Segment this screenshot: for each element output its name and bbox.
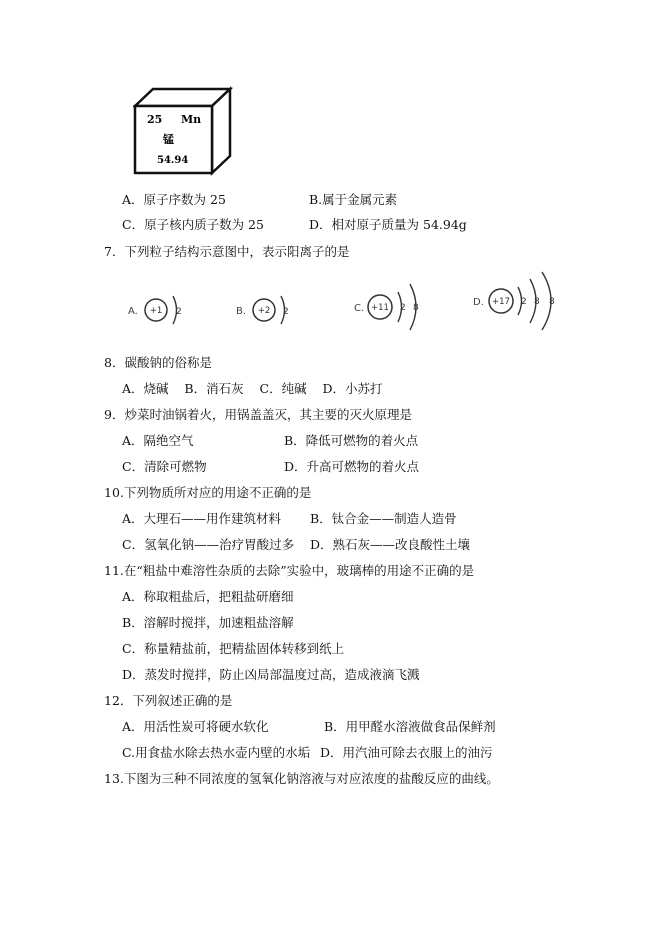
q12-stem: 12．下列叙述正确的是 <box>104 693 233 708</box>
atom-nucleus-a: +1 <box>149 306 163 316</box>
q8-options: A．烧碱 B．消石灰 C．纯碱 D．小苏打 <box>122 381 383 396</box>
element-number: 25 <box>147 113 163 126</box>
q6-option-b: B.属于金属元素 <box>309 192 398 207</box>
q12-option-b: B．用甲醛水溶液做食品保鲜剂 <box>324 719 496 734</box>
element-mass: 54.94 <box>157 155 189 166</box>
q10-option-d: D．熟石灰——改良酸性土壤 <box>310 537 471 552</box>
atom-shell-d-3: 8 <box>549 297 555 307</box>
q11-option-d: D．蒸发时搅拌，防止凶局部温度过高，造成液滴飞溅 <box>122 667 420 682</box>
q11-option-c: C．称量精盐前，把精盐固体转移到纸上 <box>122 641 345 656</box>
atom-label-c: C. <box>354 303 365 314</box>
q6-option-c: C．原子核内质子数为 25 <box>122 217 264 232</box>
q9-option-b: B．降低可燃物的着火点 <box>284 433 419 448</box>
element-symbol: Mn <box>181 113 202 126</box>
q12-option-a: A．用活性炭可将硬水软化 <box>122 719 269 734</box>
atom-label-b: B. <box>236 306 247 317</box>
q9-option-d: D．升高可燃物的着火点 <box>284 459 420 474</box>
q10-option-a: A．大理石——用作建筑材料 <box>122 511 282 526</box>
q7-stem: 7．下列粒子结构示意图中，表示阳离子的是 <box>104 244 350 259</box>
q6-option-a: A．原子序数为 25 <box>122 192 226 207</box>
q10-option-c: C．氢氧化钠——治疗胃酸过多 <box>122 537 295 552</box>
atom-shell-c-1: 2 <box>400 303 406 313</box>
atom-label-a: A. <box>128 306 138 317</box>
q11-option-a: A．称取粗盐后，把粗盐研磨细 <box>122 589 294 604</box>
q10-option-b: B．钛合金——制造人造骨 <box>310 511 457 526</box>
atom-label-d: D. <box>473 297 484 308</box>
q9-option-a: A．隔绝空气 <box>122 433 194 448</box>
q11-option-b: B．溶解时搅拌，加速粗盐溶解 <box>122 615 294 630</box>
q12-option-c: C.用食盐水除去热水壶内壁的水垢 <box>122 745 311 760</box>
element-name: 锰 <box>163 133 174 146</box>
q9-stem: 9．炒菜时油锅着火，用锅盖盖灭，其主要的灭火原理是 <box>104 407 412 422</box>
atom-shell-a-1: 2 <box>176 307 182 317</box>
atom-nucleus-d: +17 <box>492 297 510 307</box>
q8-stem: 8．碳酸钠的俗称是 <box>104 355 212 370</box>
atom-shell-c-2: 8 <box>413 303 419 313</box>
atom-shell-d-2: 8 <box>534 297 540 307</box>
atom-shell-b-1: 2 <box>283 307 289 317</box>
element-card <box>133 86 233 176</box>
atom-diagrams <box>120 270 580 345</box>
atom-shell-d-1: 2 <box>521 297 527 307</box>
q6-option-d: D．相对原子质量为 54.94g <box>309 217 467 232</box>
atom-diagram-d <box>473 272 555 330</box>
q11-stem: 11.在“粗盐中难溶性杂质的去除”实验中，玻璃棒的用途不正确的是 <box>104 563 475 578</box>
atom-diagram-c <box>354 284 419 330</box>
q10-stem: 10.下列物质所对应的用途不正确的是 <box>104 485 312 500</box>
atom-nucleus-b: +2 <box>257 306 271 316</box>
atom-nucleus-c: +11 <box>371 303 389 313</box>
atom-diagram-b <box>236 296 289 324</box>
atom-diagram-a <box>128 296 182 324</box>
q12-option-d: D．用汽油可除去衣服上的油污 <box>320 745 493 760</box>
q13-stem: 13.下图为三种不同浓度的氢氧化钠溶液与对应浓度的盐酸反应的曲线。 <box>104 771 499 786</box>
q9-option-c: C．清除可燃物 <box>122 459 207 474</box>
